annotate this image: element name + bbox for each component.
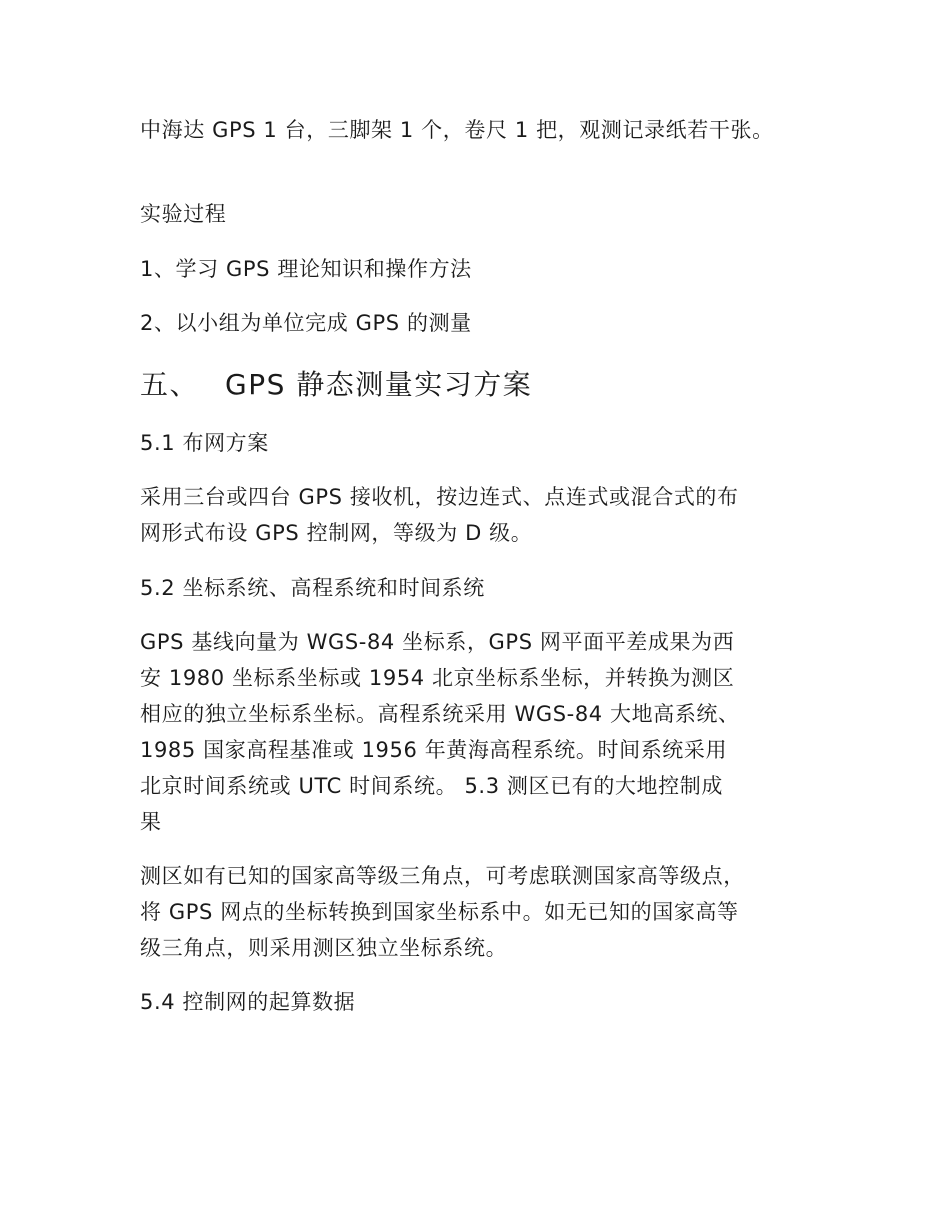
paragraph-line: GPS 基线向量为 WGS-84 坐标系，GPS 网平面平差成果为西 <box>140 630 735 654</box>
procedure-title: 实验过程 <box>140 202 227 226</box>
section-5-heading <box>140 368 533 401</box>
procedure-step-1: 1、学习 GPS 理论知识和操作方法 <box>140 257 472 281</box>
section-5-number: 五、 <box>140 368 200 401</box>
paragraph-line: 1985 国家高程基准或 1956 年黄海高程系统。时间系统采用 <box>140 738 728 762</box>
paragraph-line: 网形式布设 GPS 控制网，等级为 D 级。 <box>140 521 533 545</box>
paragraph-line: 测区如有已知的国家高等级三角点，可考虑联测国家高等级点， <box>140 864 745 888</box>
procedure-step-2: 2、以小组为单位完成 GPS 的测量 <box>140 311 472 335</box>
paragraph-line: 级三角点，则采用测区独立坐标系统。 <box>140 936 508 960</box>
paragraph-line: 北京时间系统或 UTC 时间系统。 5.3 测区已有的大地控制成 <box>140 774 723 798</box>
paragraph-line: 将 GPS 网点的坐标转换到国家坐标系中。如无已知的国家高等 <box>140 900 739 924</box>
paragraph-line: 果 <box>140 810 162 834</box>
paragraph-line: 安 1980 坐标系坐标或 1954 北京坐标系坐标，并转换为测区 <box>140 666 735 690</box>
section-5-4-heading: 5.4 控制网的起算数据 <box>140 990 356 1014</box>
equipment-line: 中海达 GPS 1 台，三脚架 1 个，卷尺 1 把，观测记录纸若干张。 <box>140 118 774 142</box>
section-5-2-heading: 5.2 坐标系统、高程系统和时间系统 <box>140 576 485 600</box>
paragraph-line: 相应的独立坐标系坐标。高程系统采用 WGS-84 大地高系统、 <box>140 702 740 726</box>
section-5-1-heading: 5.1 布网方案 <box>140 431 269 455</box>
paragraph-line: 采用三台或四台 GPS 接收机，按边连式、点连式或混合式的布 <box>140 485 739 509</box>
section-5-title: GPS 静态测量实习方案 <box>225 368 533 401</box>
